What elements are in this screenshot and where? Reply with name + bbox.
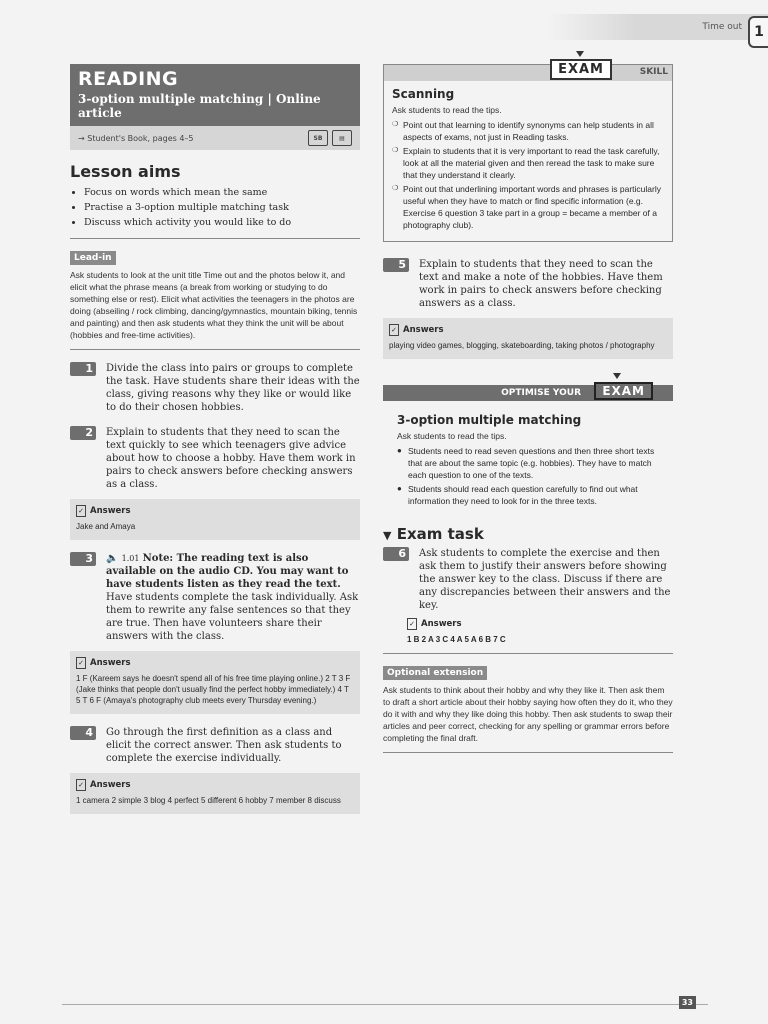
divider <box>383 653 673 654</box>
lesson-aims-title: Lesson aims <box>70 162 181 181</box>
optimise-label: OPTIMISE YOUR <box>501 388 581 398</box>
step-number: 1 <box>70 362 96 376</box>
answers-text: 1 F (Kareem says he doesn't spend all of his free time playing online.) 2 T 3 F (Jake thinks that people don't usually find the perfect hobby immediately.) 4 T 5 T 6 F (Amaya's photography club meets every Thursday evening.) <box>76 674 351 705</box>
answers-box-5 <box>383 318 673 359</box>
aim-item: • Discuss which activity you would like to do <box>84 215 360 230</box>
answers-box-2 <box>70 499 360 540</box>
step-number: 5 <box>383 258 409 272</box>
step-1 <box>70 362 360 414</box>
step-6 <box>383 547 673 612</box>
page-number: 33 <box>679 996 696 1009</box>
reading-subtitle: 3-option multiple matching | Online article <box>78 92 321 120</box>
optimise-content <box>383 401 673 507</box>
step-text <box>106 552 360 643</box>
answers-box-3 <box>70 651 360 714</box>
optional-extension-text: Ask students to think about their hobby and why they like it. Then ask them to draft a short article about their hobby saying how often they do it, who they do it with and why they like doing this hobby. Then ask students to swap their articles and peer correct, checking for any spelling or grammar errors before completing the final draft. <box>383 685 673 743</box>
tip-item: ● Students should read each question carefully to find out what information they need to look for in the three texts. <box>397 483 659 507</box>
step-number: 4 <box>70 726 96 740</box>
answer-key-icon: ✓ <box>76 505 86 517</box>
divider <box>70 349 360 350</box>
answers-heading <box>407 618 673 630</box>
scanning-title: Scanning <box>392 87 455 101</box>
lead-in-text: Ask students to look at the unit title Time out and the photos below it, and elicit what the phrase means (a break from working or studying to do something else or rest). Elicit what activities the teenagers in the photos are doing (abseiling / rock climbing, dancing/gymnastics, mountain biking, tennis and painting) and then ask students what they think the unit will be about (hobbies and free-time activities). <box>70 270 358 340</box>
answer-key-icon: ✓ <box>389 324 399 336</box>
pointer-triangle-icon <box>613 373 621 379</box>
answer-key-icon: ✓ <box>76 657 86 669</box>
step-text: Explain to students that they need to scan the text and make a note of the hobbies. Have them work in pairs to check answers before checking answers as a class. <box>419 259 663 309</box>
answer-key-icon: ✓ <box>407 618 417 630</box>
divider <box>70 238 360 239</box>
exam-task-title: Exam task <box>396 525 484 543</box>
audio-track: 1.01 <box>121 554 140 563</box>
right-column <box>383 64 673 759</box>
step-body: Have students complete the task individually. Ask them to rewrite any false sentences so that they are true. Then have volunteers share their answers with the class. <box>106 592 359 642</box>
students-book-pages: → Student's Book, pages 4–5 <box>78 133 194 143</box>
step-number: 6 <box>383 547 409 561</box>
step-text: Explain to students that they need to scan the text quickly to see which teenagers give advice about how to choose a hobby. Have them work in pairs to check answers before checking answers as a class. <box>106 427 356 490</box>
step-text: Divide the class into pairs or groups to complete the task. Have students share their ideas with the class, giving reasons why they like or would like to do their chosen hobbies. <box>106 363 360 413</box>
answers-text: 1 B 2 A 3 C 4 A 5 A 6 B 7 C <box>407 635 506 644</box>
optional-extension-label: Optional extension <box>383 666 487 680</box>
answers-label: Answers <box>90 780 131 790</box>
answers-heading <box>76 779 354 791</box>
step-4 <box>70 726 360 765</box>
students-book-ref <box>70 126 360 150</box>
answers-label: Answers <box>421 619 462 629</box>
aim-item: • Practise a 3-option multiple matching task <box>84 200 360 215</box>
answers-heading <box>389 324 667 336</box>
step-5 <box>383 258 673 310</box>
exam-skill-box <box>383 64 673 242</box>
answer-key-icon: ✓ <box>76 779 86 791</box>
opt-title: 3-option multiple matching <box>397 413 582 427</box>
reading-header <box>70 64 360 126</box>
exam-task-heading <box>383 525 673 543</box>
divider <box>383 752 673 753</box>
scanning-intro: Ask students to read the tips. <box>392 105 502 115</box>
answers-heading <box>76 505 354 517</box>
optimise-exam-badge: EXAM <box>594 382 653 400</box>
left-column <box>70 64 360 814</box>
sb-icons <box>308 130 352 146</box>
answers-heading <box>76 657 354 669</box>
opt-tips <box>397 445 659 507</box>
footer-line <box>62 1004 708 1005</box>
sb-book-icon: SB <box>308 130 328 146</box>
step-text: Go through the first definition as a class and elicit the correct answer. Then ask students to complete the exercise individually. <box>106 727 342 764</box>
triangle-down-icon: ▼ <box>383 529 392 542</box>
answers-label: Answers <box>403 325 444 335</box>
step-note: Note: The reading text is also available on the audio CD. You may want to have students listen as they read the text. <box>106 553 349 590</box>
tip-item: ❍ Point out that underlining important words and phrases is particularly useful when they have to match or find specific information (e.g. Exercise 6 question 3 take part in a group = became a member of a photography club). <box>392 183 664 231</box>
answers-text: playing video games, blogging, skateboarding, taking photos / photography <box>389 341 655 350</box>
step-text: Ask students to complete the exercise and then ask them to justify their answers before showing the answer key to the class. Discuss if there are any discrepancies between their answers and the key. <box>419 548 671 611</box>
reading-title: READING <box>78 68 179 90</box>
skill-label: SKILL <box>639 67 668 77</box>
section-header <box>548 14 768 40</box>
step-3 <box>70 552 360 643</box>
step-number: 2 <box>70 426 96 440</box>
section-label: Time out <box>702 22 742 32</box>
scanning-tips <box>392 119 664 231</box>
lesson-aims-list <box>70 185 360 230</box>
pointer-triangle-icon <box>576 51 584 57</box>
opt-intro: Ask students to read the tips. <box>397 431 507 441</box>
exam-badge: EXAM <box>550 59 612 80</box>
lead-in-label: Lead-in <box>70 251 116 265</box>
screen-icon: ▤ <box>332 130 352 146</box>
answers-label: Answers <box>90 506 131 516</box>
audio-icon: 🔈 <box>106 553 119 564</box>
step-number: 3 <box>70 552 96 566</box>
unit-number-tab: 1 <box>748 16 768 48</box>
answers-text: 1 camera 2 simple 3 blog 4 perfect 5 different 6 hobby 7 member 8 discuss <box>76 796 341 805</box>
tip-item: ● Students need to read seven questions and then three short texts that are about the same topic (e.g. hobbies). They have to match each question to one of the texts. <box>397 445 659 481</box>
aim-item: • Focus on words which mean the same <box>84 185 360 200</box>
answers-box-4 <box>70 773 360 814</box>
exam-skill-header <box>384 62 672 81</box>
tip-item: ❍ Explain to students that it is very important to read the task carefully, look at all the material given and then reread the task to make sure that they understand it clearly. <box>392 145 664 181</box>
optimise-exam-bar <box>383 385 673 401</box>
answers-label: Answers <box>90 658 131 668</box>
answers-box-6 <box>383 612 673 645</box>
step-2 <box>70 426 360 491</box>
answers-text: Jake and Amaya <box>76 522 136 531</box>
tip-item: ❍ Point out that learning to identify synonyms can help students in all aspects of exams, not just in Reading tasks. <box>392 119 664 143</box>
